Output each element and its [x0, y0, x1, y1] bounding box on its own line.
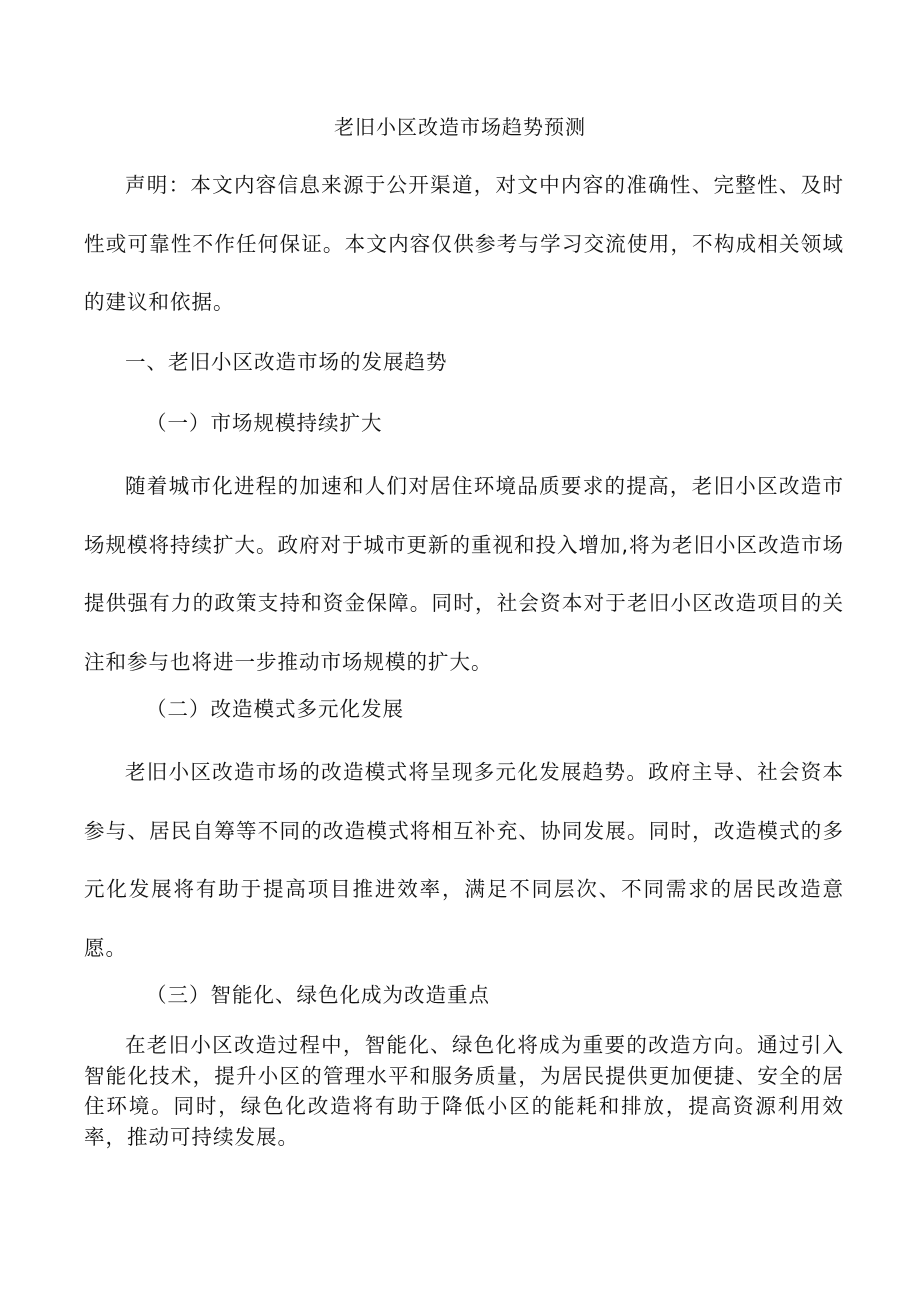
- body-paragraph-3: 在老旧小区改造过程中，智能化、绿色化将成为重要的改造方向。通过引入智能化技术，提升小区的管理水平和服务质量，为居民提供更加便捷、安全的居住环境。同时，绿色化改造将有助于降低小区的能耗和排放，提高资源利用效率，推动可持续发展。: [84, 1033, 844, 1149]
- disclaimer-paragraph: 声明：本文内容信息来源于公开渠道，对文中内容的准确性、完整性、及时性或可靠性不作任何保证。本文内容仅供参考与学习交流使用，不构成相关领域的建议和依据。: [84, 173, 844, 314]
- subsection-heading-3: （三）智能化、绿色化成为改造重点: [146, 983, 490, 1007]
- document-title: 老旧小区改造市场趋势预测: [334, 115, 586, 139]
- subsection-heading-1: （一）市场规模持续扩大: [146, 411, 383, 435]
- body-paragraph-2: 老旧小区改造市场的改造模式将呈现多元化发展趋势。政府主导、社会资本参与、居民自筹等不同的改造模式将相互补充、协同发展。同时，改造模式的多元化发展将有助于提高项目推进效率，满足不同层次、不同需求的居民改造意愿。: [84, 760, 844, 960]
- subsection-heading-2: （二）改造模式多元化发展: [146, 697, 404, 721]
- body-paragraph-1: 随着城市化进程的加速和人们对居住环境品质要求的提高，老旧小区改造市场规模将持续扩大。政府对于城市更新的重视和投入增加,将为老旧小区改造市场提供强有力的政策支持和资金保障。同时，社会资本对于老旧小区改造项目的关注和参与也将进一步推动市场规模的扩大。: [84, 474, 845, 674]
- section-heading-1: 一、老旧小区改造市场的发展趋势: [125, 350, 448, 374]
